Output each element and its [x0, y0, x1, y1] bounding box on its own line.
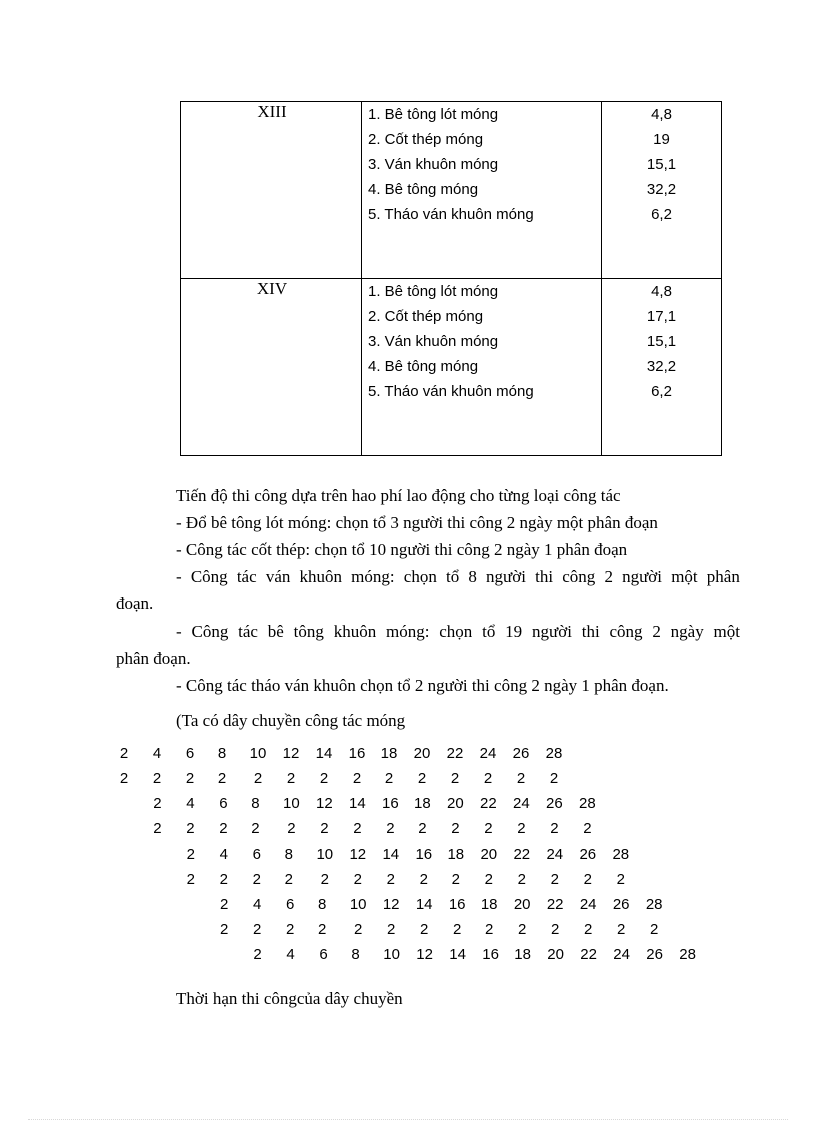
work-value: 6,2 — [651, 383, 672, 400]
schedule-duration: 2 — [287, 820, 296, 837]
schedule-duration: 2 — [286, 770, 296, 787]
schedule-cumulative: 2 — [186, 846, 195, 863]
schedule-duration: 2 — [387, 921, 396, 938]
work-item: 2. Cốt thép móng — [368, 131, 484, 148]
schedule-duration: 2 — [354, 921, 363, 938]
word: khuôn — [299, 567, 343, 586]
word: 2 — [652, 622, 661, 641]
word: chọn — [403, 567, 437, 586]
intro-text: Tiến độ thi công dựa trên hao phí lao động cho từng loại công tác — [176, 486, 621, 505]
schedule-duration: 2 — [418, 820, 427, 837]
schedule-duration: 2 — [252, 871, 261, 888]
schedule-cumulative: 4 — [152, 745, 162, 762]
schedule-duration: 2 — [583, 871, 592, 888]
work-value: 15,1 — [646, 156, 677, 173]
schedule-cumulative: 18 — [447, 846, 465, 863]
work-value: 32,2 — [646, 181, 677, 198]
work-value: 6,2 — [651, 206, 672, 223]
schedule-cumulative: 10 — [316, 846, 334, 863]
schedule-duration: 2 — [650, 921, 659, 938]
item-formwork — [176, 567, 740, 587]
schedule-cumulative: 22 — [580, 946, 597, 963]
word: tổ — [482, 622, 496, 641]
schedule-duration: 2 — [152, 770, 162, 787]
schedule-duration: 2 — [484, 820, 493, 837]
schedule-cumulative: 16 — [382, 795, 399, 812]
word: tác — [236, 567, 257, 586]
segment-label: XIII — [257, 102, 287, 121]
schedule-cumulative: 24 — [579, 896, 597, 913]
schedule-cumulative: 18 — [480, 896, 498, 913]
schedule-cumulative: 6 — [252, 846, 261, 863]
schedule-cumulative: 22 — [446, 745, 464, 762]
word: người — [531, 622, 572, 641]
segment-label: XIV — [256, 279, 288, 298]
word: tông — [293, 622, 324, 641]
schedule-cumulative: 12 — [282, 745, 300, 762]
word: tổ — [445, 567, 460, 586]
schedule-duration: 2 — [550, 820, 559, 837]
work-value: 19 — [653, 131, 670, 148]
word: - — [176, 567, 182, 586]
schedule-cumulative: 4 — [286, 946, 295, 963]
schedule-duration: 2 — [284, 871, 293, 888]
schedule-duration: 2 — [583, 820, 592, 837]
schedule-cumulative: 26 — [646, 946, 663, 963]
word: móng: — [386, 622, 430, 641]
work-value: 15,1 — [646, 333, 677, 350]
schedule-duration: 2 — [517, 871, 526, 888]
schedule-cumulative: 22 — [546, 896, 564, 913]
word: Công — [190, 567, 228, 586]
schedule-duration: 2 — [386, 871, 395, 888]
word: phân — [706, 567, 740, 586]
work-item: 3. Ván khuôn móng — [368, 333, 499, 350]
schedule-cumulative: 18 — [414, 795, 431, 812]
schedule-cumulative: 8 — [284, 846, 293, 863]
schedule-duration: 2 — [384, 770, 394, 787]
word: 8 — [468, 567, 477, 586]
schedule-cumulative: 10 — [349, 896, 367, 913]
schedule-cumulative: 20 — [413, 745, 431, 762]
word: thi — [581, 622, 600, 641]
schedule-duration: 2 — [251, 820, 260, 837]
work-item: 1. Bê tông lót móng — [368, 106, 499, 123]
schedule-cumulative: 4 — [253, 896, 262, 913]
schedule-duration: 2 — [516, 770, 526, 787]
work-value: 4,8 — [651, 106, 672, 123]
schedule-duration: 2 — [617, 921, 626, 938]
schedule-cumulative: 10 — [283, 795, 300, 812]
schedule-cumulative: 28 — [612, 846, 630, 863]
schedule-duration: 2 — [353, 820, 362, 837]
schedule-cumulative: 4 — [186, 795, 195, 812]
schedule-duration: 2 — [119, 770, 129, 787]
schedule-cumulative: 28 — [645, 896, 663, 913]
schedule-duration: 2 — [453, 921, 462, 938]
word: chọn — [439, 622, 473, 641]
word: ngày — [670, 622, 704, 641]
schedule-cumulative: 16 — [448, 896, 466, 913]
item-rebar: - Công tác cốt thép: chọn tổ 10 người thi công 2 ngày 1 phân đoạn — [176, 540, 628, 559]
word: công — [562, 567, 596, 586]
schedule-cumulative: 14 — [415, 896, 433, 913]
schedule-duration: 2 — [518, 921, 527, 938]
schedule-duration: 2 — [220, 921, 229, 938]
schedule-cumulative: 8 — [351, 946, 360, 963]
schedule-duration: 2 — [186, 871, 195, 888]
schedule-cumulative: 6 — [219, 795, 228, 812]
work-value: 4,8 — [651, 283, 672, 300]
work-item: 5. Tháo ván khuôn móng — [368, 206, 534, 223]
schedule-cumulative: 12 — [382, 896, 400, 913]
item-concrete — [176, 622, 740, 642]
schedule-duration: 2 — [483, 770, 493, 787]
table-row — [181, 102, 722, 279]
work-value: 17,1 — [646, 308, 677, 325]
schedule-duration: 2 — [484, 871, 493, 888]
schedule-duration: 2 — [186, 820, 195, 837]
work-list-cell — [362, 279, 602, 456]
schedule-cumulative: 18 — [380, 745, 398, 762]
work-item: 5. Tháo ván khuôn móng — [368, 383, 534, 400]
schedule-duration: 2 — [286, 921, 295, 938]
schedule-cumulative: 2 — [220, 896, 229, 913]
schedule-cumulative: 14 — [449, 946, 466, 963]
schedule-duration: 2 — [485, 921, 494, 938]
schedule-duration: 2 — [352, 770, 362, 787]
schedule-duration: 2 — [320, 820, 329, 837]
item-formwork-cont: đoạn. — [116, 594, 154, 613]
workload-table — [180, 101, 722, 456]
segment-cell — [181, 102, 362, 279]
schedule-duration: 2 — [153, 820, 162, 837]
schedule-cumulative: 16 — [415, 846, 433, 863]
schedule-cumulative: 2 — [119, 745, 129, 762]
schedule-cumulative: 22 — [513, 846, 531, 863]
work-list-cell — [362, 102, 602, 279]
schedule-duration: 2 — [551, 921, 560, 938]
schedule-duration: 2 — [319, 770, 329, 787]
word: móng: — [351, 567, 395, 586]
item-concrete-cont: phân đoạn. — [116, 649, 191, 668]
schedule-cumulative: 20 — [513, 896, 531, 913]
schedule-cumulative: 10 — [249, 745, 267, 762]
schedule-cumulative: 26 — [546, 795, 563, 812]
schedule-cumulative: 24 — [613, 946, 630, 963]
word: tác — [238, 622, 258, 641]
schedule-cumulative: 10 — [383, 946, 400, 963]
schedule-cumulative: 20 — [447, 795, 464, 812]
schedule-duration: 2 — [318, 921, 327, 938]
schedule-cumulative: 28 — [579, 795, 596, 812]
schedule-cumulative: 24 — [513, 795, 530, 812]
item-strip-formwork: - Công tác tháo ván khuôn chọn tổ 2 người thi công 2 ngày 1 phân đoạn. — [176, 676, 669, 695]
schedule-duration: 2 — [185, 770, 195, 787]
schedule-duration: 2 — [550, 871, 559, 888]
page-bottom-divider — [28, 1119, 788, 1120]
schedule-cumulative: 16 — [482, 946, 499, 963]
schedule-duration: 2 — [419, 871, 428, 888]
word: Công — [191, 622, 229, 641]
schedule-cumulative: 24 — [546, 846, 564, 863]
schedule-cumulative: 8 — [318, 896, 327, 913]
schedule-duration: 2 — [386, 820, 395, 837]
schedule-cumulative: 6 — [319, 946, 328, 963]
schedule-duration: 2 — [219, 820, 228, 837]
schedule-cumulative: 8 — [251, 795, 260, 812]
schedule-cumulative: 20 — [547, 946, 564, 963]
schedule-cumulative: 26 — [579, 846, 597, 863]
word: bê — [267, 622, 284, 641]
work-value: 32,2 — [646, 358, 677, 375]
schedule-duration: 2 — [253, 770, 263, 787]
schedule-duration: 2 — [253, 921, 262, 938]
schedule-duration: 2 — [451, 820, 460, 837]
schedule-duration: 2 — [217, 770, 227, 787]
schedule-cumulative: 14 — [382, 846, 400, 863]
table-row — [181, 279, 722, 456]
schedule-cumulative: 6 — [185, 745, 195, 762]
word: 2 — [604, 567, 613, 586]
schedule-duration: 2 — [517, 820, 526, 837]
schedule-cumulative: 24 — [479, 745, 497, 762]
work-item: 1. Bê tông lót móng — [368, 283, 499, 300]
schedule-cumulative: 12 — [349, 846, 367, 863]
word: - — [176, 622, 182, 641]
schedule-duration: 2 — [353, 871, 362, 888]
schedule-cumulative: 12 — [416, 946, 433, 963]
schedule-cumulative: 2 — [153, 795, 162, 812]
schedule-cumulative: 6 — [286, 896, 295, 913]
word: 19 — [505, 622, 523, 641]
schedule-cumulative: 28 — [545, 745, 563, 762]
schedule-cumulative: 18 — [514, 946, 531, 963]
word: một — [671, 567, 698, 586]
schedule-cumulative: 20 — [480, 846, 498, 863]
schedule-duration: 2 — [450, 770, 460, 787]
item-lean-concrete: - Đổ bê tông lót móng: chọn tổ 3 người thi công 2 ngày một phân đoạn — [176, 513, 658, 532]
word: ván — [265, 567, 291, 586]
schedule-cumulative: 8 — [217, 745, 227, 762]
schedule-duration: 2 — [616, 871, 625, 888]
schedule-cumulative: 12 — [316, 795, 333, 812]
word: người — [622, 567, 663, 586]
schedule-cumulative: 16 — [348, 745, 366, 762]
work-item: 3. Ván khuôn móng — [368, 156, 499, 173]
work-item: 2. Cốt thép móng — [368, 308, 484, 325]
word: khuôn — [333, 622, 377, 641]
schedule-duration: 2 — [420, 921, 429, 938]
schedule-cumulative: 26 — [512, 745, 530, 762]
value-list-cell — [602, 279, 722, 456]
schedule-cumulative: 22 — [480, 795, 497, 812]
segment-cell — [181, 279, 362, 456]
schedule-duration: 2 — [417, 770, 427, 787]
value-list-cell — [602, 102, 722, 279]
word: người — [486, 567, 526, 586]
schedule-cumulative: 14 — [315, 745, 333, 762]
schedule-cumulative: 2 — [253, 946, 262, 963]
work-item: 4. Bê tông móng — [368, 181, 479, 198]
chain-title: (Ta có dây chuyền công tác móng — [176, 711, 406, 730]
schedule-duration: 2 — [451, 871, 460, 888]
schedule-duration: 2 — [320, 871, 329, 888]
work-item: 4. Bê tông móng — [368, 358, 479, 375]
schedule-duration: 2 — [549, 770, 559, 787]
word: công — [609, 622, 643, 641]
schedule-duration: 2 — [219, 871, 228, 888]
schedule-cumulative: 14 — [349, 795, 366, 812]
schedule-cumulative: 28 — [679, 946, 696, 963]
word: một — [713, 622, 740, 641]
schedule-cumulative: 4 — [219, 846, 228, 863]
schedule-duration: 2 — [584, 921, 593, 938]
schedule-cumulative: 26 — [612, 896, 630, 913]
duration-title: Thời hạn thi côngcủa dây chuyền — [176, 989, 403, 1008]
word: thi — [535, 567, 554, 586]
